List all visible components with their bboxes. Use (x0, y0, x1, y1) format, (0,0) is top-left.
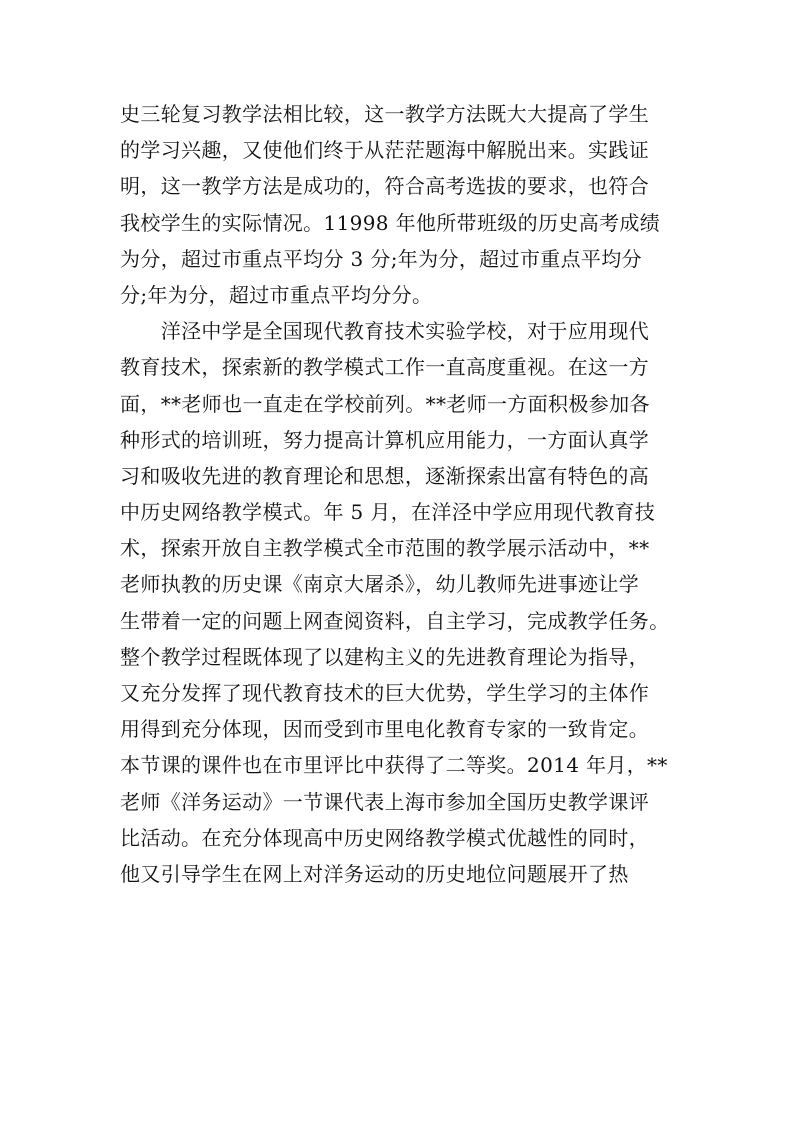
text-line: 中历史网络教学模式。年 5 月，在洋泾中学应用现代教育技 (120, 500, 656, 525)
text-line: 老师《洋务运动》一节课代表上海市参加全国历史教学课评 (120, 789, 650, 814)
text-line: 用得到充分体现，因而受到市里电化教育专家的一致肯定。 (120, 717, 650, 742)
text-line: 教育技术，探索新的教学模式工作一直高度重视。在这一方 (120, 355, 650, 380)
text-line: 面，**老师也一直走在学校前列。**老师一方面积极参加各 (120, 391, 650, 416)
text-line: 的学习兴趣，又使他们终于从茫茫题海中解脱出来。实践证 (120, 138, 650, 163)
text-line: 生带着一定的问题上网查阅资料，自主学习，完成教学任务。 (120, 608, 670, 633)
text-line: 种形式的培训班，努力提高计算机应用能力，一方面认真学 (120, 427, 650, 452)
text-line: 他又引导学生在网上对洋务运动的历史地位问题展开了热 (120, 861, 629, 886)
text-line: 我校学生的实际情况。11998 年他所带班级的历史高考成绩 (120, 210, 661, 235)
text-line: 分;年为分，超过市重点平均分分。 (120, 282, 433, 307)
text-line: 史三轮复习教学法相比较，这一教学方法既大大提高了学生 (120, 102, 650, 126)
text-line: 老师执教的历史课《南京大屠杀》，幼儿教师先进事迹让学 (120, 572, 640, 597)
text-line: 本节课的课件也在市里评比中获得了二等奖。2014 年月，** (120, 753, 668, 778)
text-line: 又充分发挥了现代教育技术的巨大优势，学生学习的主体作 (120, 681, 650, 705)
text-line: 明，这一教学方法是成功的，符合高考选拔的要求，也符合 (120, 174, 650, 199)
text-line: 术，探索开放自主教学模式全市范围的教学展示活动中，** (120, 536, 650, 561)
text-line: 为分，超过市重点平均分 3 分;年为分，超过市重点平均分 (120, 246, 642, 271)
text-line: 比活动。在充分体现高中历史网络教学模式优越性的同时， (120, 825, 650, 850)
text-line: 习和吸收先进的教育理论和思想，逐渐探索出富有特色的高 (120, 463, 650, 488)
text-line: 整个教学过程既体现了以建构主义的先进教育理论为指导， (120, 644, 650, 669)
text-line: 洋泾中学是全国现代教育技术实验学校，对于应用现代 (120, 319, 650, 344)
body-text (120, 96, 676, 892)
